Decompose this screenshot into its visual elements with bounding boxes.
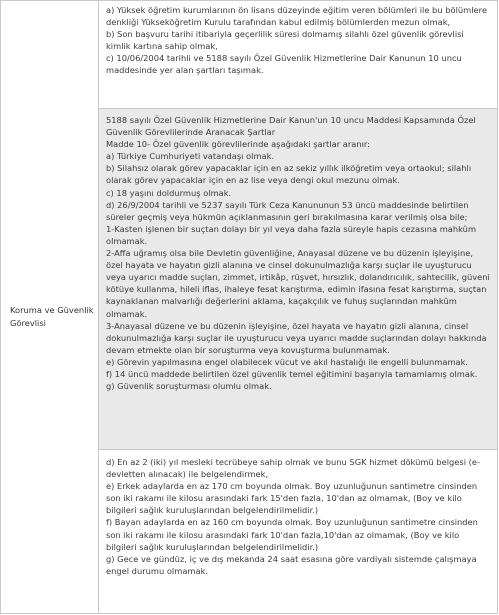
- law-line: 1-Kasten işlenen bir suçtan dolayı bir yıl veya daha fazla süreyle hapis cezasına mahkûm olmamak.: [106, 223, 477, 246]
- law-article-cell: [99, 109, 497, 450]
- requirement-b: b) Son başvuru tarihi itibariyla geçerlilik süresi dolmamış silahlı özel güvenlik görevlisi kimlik kartına sahip olmak,: [106, 29, 464, 52]
- law-line: d) 26/9/2004 tarihli ve 5237 sayılı Türk Ceza Kanununun 53 üncü maddesinde belirtilen süreler geçmiş veya hükmün açıklanmasının geri bırakılmasına karar verilmiş olsa bile;: [106, 199, 469, 222]
- additional-requirements-cell: [99, 450, 497, 613]
- law-heading: 5188 sayılı Özel Güvenlik Hizmetlerine Dair Kanun'un 10 uncu Maddesi Kapsamında Özel Güvenlik Görevlilerinde Aranacak Şartlar: [106, 115, 476, 138]
- general-requirements-cell: [99, 1, 497, 109]
- requirement-e: e) Erkek adaylarda en az 170 cm boyunda olmak. Boy uzunluğunun santimetre cinsinden son iki rakamı ile kilosu arasındaki fark 15'den fazla, 10'dan az olmamak, (Boy ve kilo bilgileri sağlık kuruluşlarından belgelendirilmelidir.): [106, 481, 478, 516]
- law-line: 2-Affa uğramış olsa bile Devletin güvenliğine, Anayasal düzene ve bu düzenin işleyişine, özel hayata ve hayatın gizli alanına ve cinsel dokunulmazlığa karşı suçlar ile uyuşturucu veya uyarıcı madde suçları, zimmet, irtikâp, rüşvet, hırsızlık, dolandırıcılık, sahtecilik, güveni kötüye kullanma, hileli iflas, ihaleye fesat karıştırma, edimin ifasına fesat karıştırma, suçtan kaynaklanan malvarlığı değerlerini aklama, kaçakçılık ve fuhuş suçlarından mahkûm olmamak.: [106, 248, 490, 319]
- law-line: b) Silahsız olarak görev yapacaklar için en az sekiz yıllık ilköğretim veya ortaokul; silahlı olarak görev yapacaklar için en az lise veya dengi okul mezunu olmak.: [106, 163, 472, 186]
- law-line: a) Türkiye Cumhuriyeti vatandaşı olmak.: [106, 151, 275, 162]
- requirement-a: a) Yüksek öğretim kurumlarının ön lisans düzeyinde eğitim veren bölümleri ile bu bölümlere denkliği Yükseköğretim Kurulu tarafından kabul edilmiş bölümlerden mezun olmak,: [106, 5, 487, 28]
- position-cell: [1, 1, 99, 613]
- law-line: Madde 10- Özel güvenlik görevlilerinde aşağıdaki şartlar aranır:: [106, 139, 370, 150]
- requirement-c: c) 10/06/2004 tarihli ve 5188 sayılı Özel Güvenlik Hizmetlerine Dair Kanunun 10 uncu maddesinde yer alan şartları taşımak.: [106, 53, 462, 76]
- requirement-f: f) Bayan adaylarda en az 160 cm boyunda olmak. Boy uzunluğunun santimetre cinsinden son iki rakamı ile kilosu arasındaki fark 10'dan fazla,10'dan az olmamak, (Boy ve kilo bilgileri sağlık kuruluşlarından belgelendirilmelidir.): [106, 517, 478, 552]
- law-line: f) 14 üncü maddede belirtilen özel güvenlik temel eğitimini başarıyla tamamlamış olmak.: [106, 368, 478, 379]
- law-line: g) Güvenlik soruşturması olumlu olmak.: [106, 381, 272, 392]
- law-line: c) 18 yaşını doldurmuş olmak.: [106, 187, 232, 198]
- law-line: e) Görevin yapılmasına engel olabilecek vücut ve akıl hastalığı ile engelli bulunmamak.: [106, 356, 469, 367]
- position-label: Koruma ve Güvenlik Görevlisi: [10, 305, 94, 328]
- law-line: 3-Anayasal düzene ve bu düzenin işleyişine, özel hayata ve hayatın gizli alanına, cinsel dokunulmazlığa karşı suçlar ile uyuşturucu veya uyarıcı madde suçlarından dolayı hakkında devam etmekte olan bir soruşturma veya kovuşturma bulunmamak.: [106, 320, 487, 355]
- requirement-d: d) En az 2 (iki) yıl mesleki tecrübeye sahip olmak ve bunu SGK hizmet dökümü belgesi (e-devletten alınacak) ile belgelendirmek,: [106, 457, 480, 480]
- requirement-g: g) Gece ve gündüz, iç ve dış mekanda 24 saat esasına göre vardiyalı sistemde çalışmaya engel durumu olmamak.: [106, 553, 477, 576]
